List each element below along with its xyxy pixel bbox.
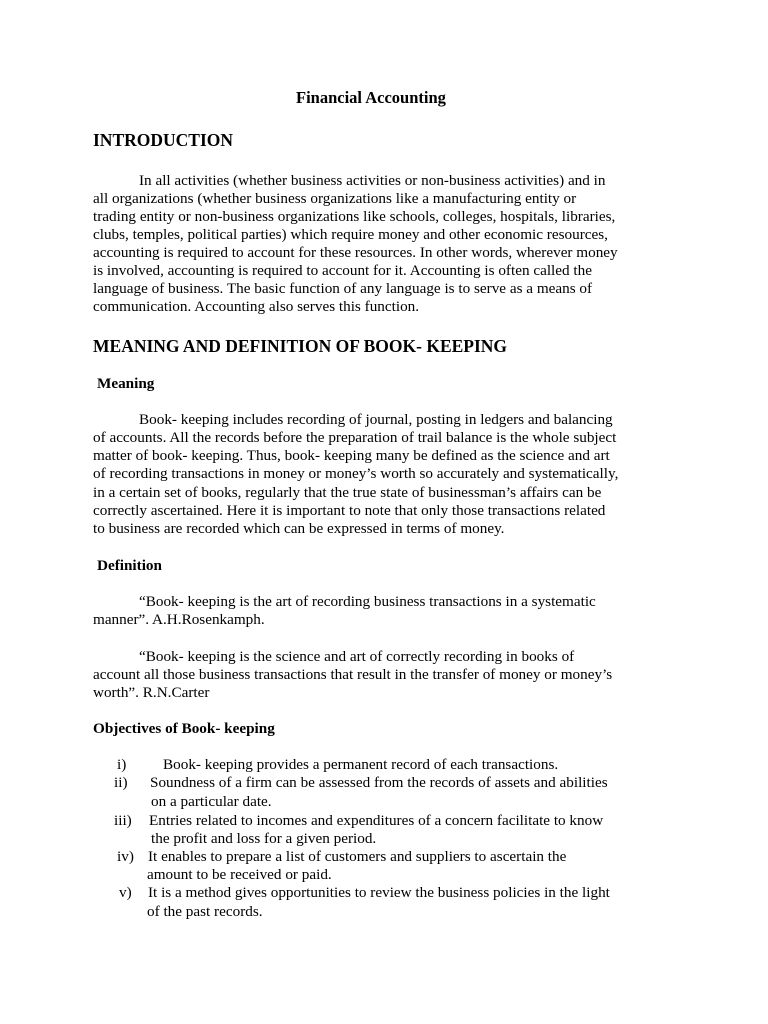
paragraph-line: matter of book- keeping. Thus, book- keeping many be defined as the science and art	[93, 447, 610, 464]
list-number: i)	[117, 756, 127, 773]
paragraph-line: is involved, accounting is required to account for it. Accounting is often called the	[93, 262, 592, 279]
paragraph-line: of accounts. All the records before the preparation of trail balance is the whole subject	[93, 429, 617, 446]
paragraph-line: manner”. A.H.Rosenkamph.	[93, 611, 265, 628]
paragraph-line: all organizations (whether business organizations like a manufacturing entity or	[93, 190, 577, 207]
paragraph-line: accounting is required to account for these resources. In other words, wherever money	[93, 244, 618, 261]
paragraph-line: communication. Accounting also serves this function.	[93, 298, 420, 315]
paragraph-line: “Book- keeping is the science and art of correctly recording in books of	[139, 648, 575, 665]
intro-heading: INTRODUCTION	[93, 130, 234, 150]
paragraph-line: trading entity or non-business organizations like schools, colleges, hospitals, libraries,	[93, 208, 616, 225]
list-number: iii)	[114, 812, 132, 829]
meaning-heading: Meaning	[97, 375, 155, 392]
page-title: Financial Accounting	[296, 88, 446, 107]
paragraph-line: “Book- keeping is the art of recording business transactions in a systematic	[139, 593, 596, 610]
paragraph-line: worth”. R.N.Carter	[93, 684, 210, 701]
paragraph-line: of recording transactions in money or money’s worth so accurately and systematically,	[93, 465, 619, 482]
list-number: v)	[119, 884, 132, 901]
list-item-text: It is a method gives opportunities to review the business policies in the light	[148, 884, 610, 901]
paragraph-line: in a certain set of books, regularly that the true state of businessman’s affairs can be	[93, 484, 602, 501]
paragraph-line: language of business. The basic function of any language is to serve as a means of	[93, 280, 593, 297]
paragraph-line: account all those business transactions that result in the transfer of money or money’s	[93, 666, 613, 683]
list-item-text: amount to be received or paid.	[147, 866, 332, 883]
list-item-text: Entries related to incomes and expenditures of a concern facilitate to know	[149, 812, 604, 829]
list-item-text: Soundness of a firm can be assessed from the records of assets and abilities	[150, 774, 608, 791]
list-number: ii)	[114, 774, 128, 791]
list-item-text: Book- keeping provides a permanent record of each transactions.	[163, 756, 559, 773]
list-item-text: of the past records.	[147, 903, 263, 920]
paragraph-line: In all activities (whether business activities or non-business activities) and in	[139, 172, 606, 189]
list-item-text: It enables to prepare a list of customers and suppliers to ascertain the	[148, 848, 567, 865]
paragraph-line: Book- keeping includes recording of journal, posting in ledgers and balancing	[139, 411, 613, 428]
objectives-heading: Objectives of Book- keeping	[93, 720, 275, 737]
paragraph-line: correctly ascertained. Here it is important to note that only those transactions related	[93, 502, 606, 519]
list-number: iv)	[117, 848, 134, 865]
list-item-text: the profit and loss for a given period.	[151, 830, 377, 847]
meaning-definition-heading: MEANING AND DEFINITION OF BOOK- KEEPING	[93, 336, 508, 356]
definition-heading: Definition	[97, 557, 162, 574]
paragraph-line: clubs, temples, political parties) which require money and other economic resources,	[93, 226, 608, 243]
list-item-text: on a particular date.	[151, 793, 272, 810]
paragraph-line: to business are recorded which can be expressed in terms of money.	[93, 520, 505, 537]
